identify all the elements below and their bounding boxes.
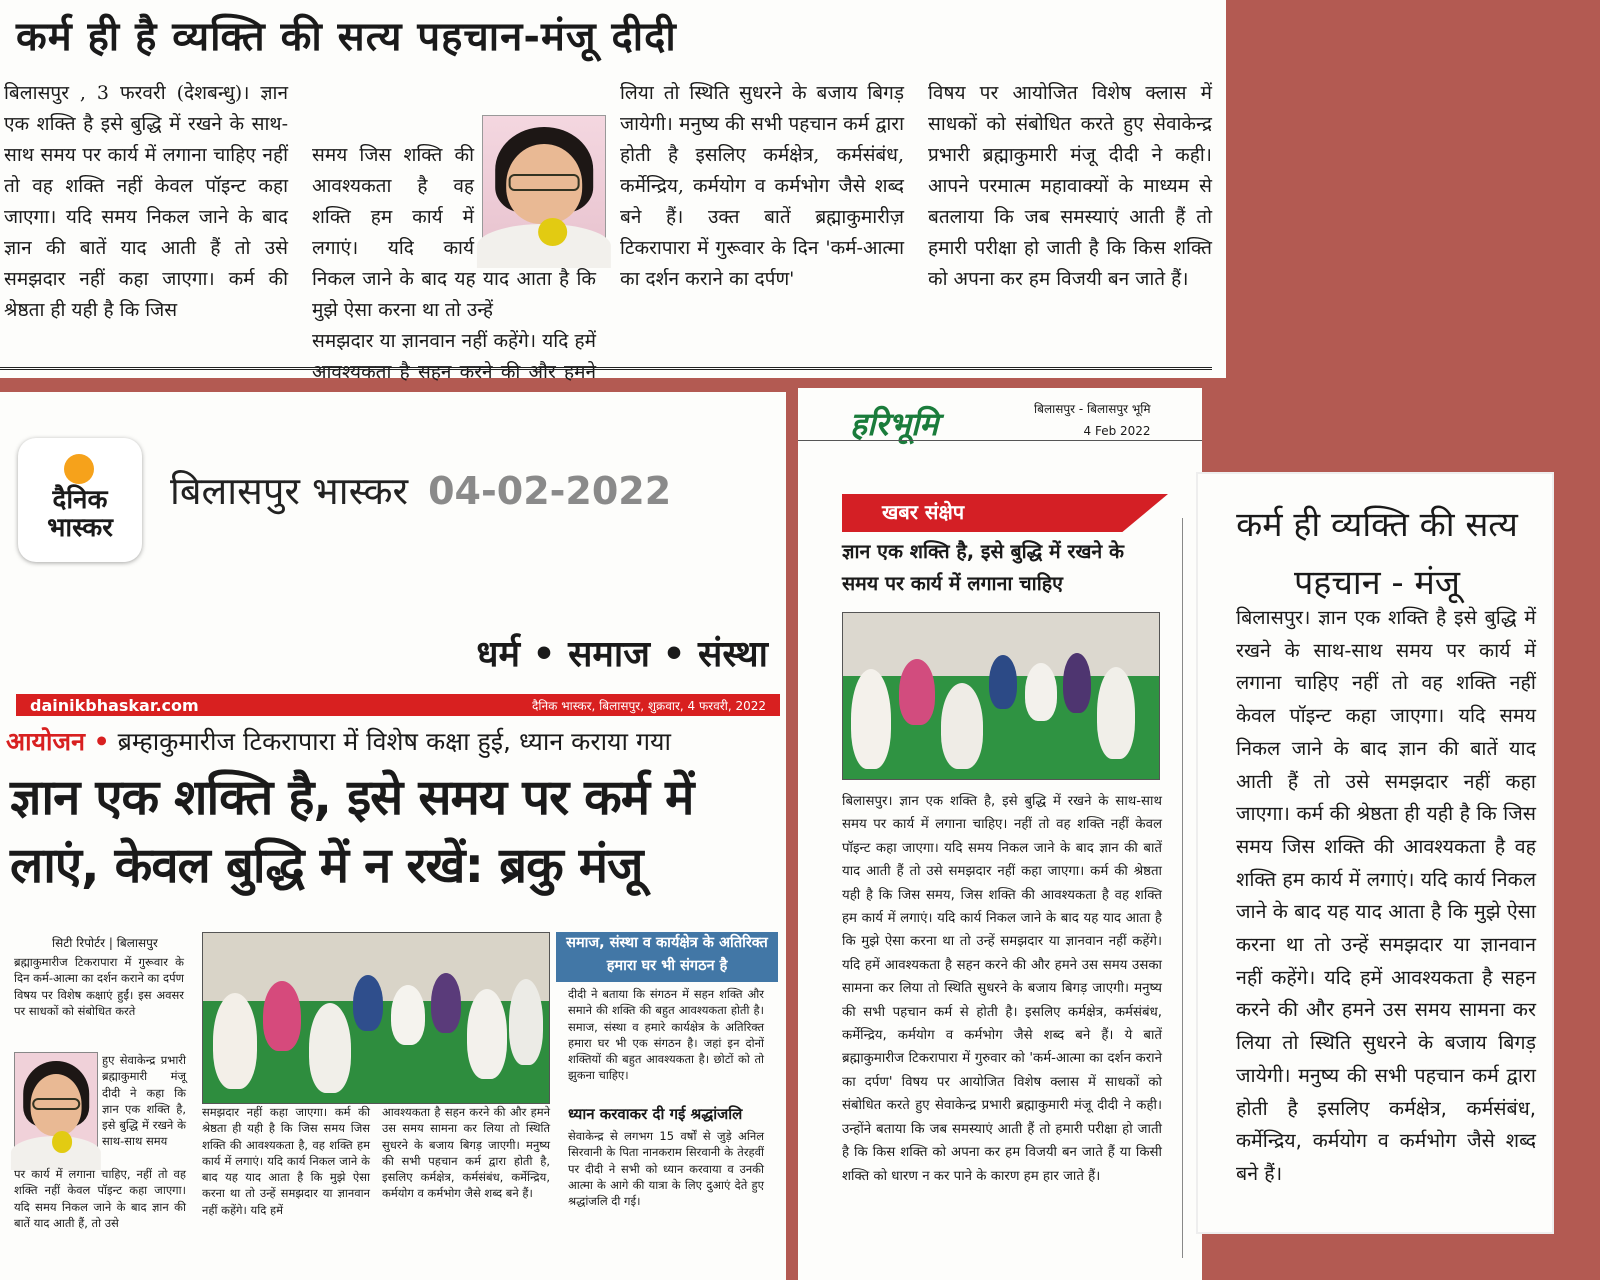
person [1063, 653, 1091, 713]
edition-name: बिलासपुर भास्कर [170, 469, 409, 513]
edition-label [170, 464, 671, 516]
logo-line-1: दैनिक [52, 485, 108, 515]
article-column-4: विषय पर आयोजित विशेष क्लास में साधकों को संबोधित करते हुए सेवाकेन्द्र प्रभारी ब्रह्माकुमारी मंजू दीदी ने कही। आपने परमात्म महावाक्यों के माध्यम से बतलाया कि जब समस्याएं आती हैं तो हमारी परीक्षा हो जाती है कि किस शक्ति को अपना कर हम विजयी बन जाते हैं। [928, 82, 1212, 290]
haribhoomi-clipping [798, 388, 1202, 1280]
right-clipping [1196, 472, 1554, 1234]
microphone-icon [538, 218, 567, 246]
body-column-1-side: हुए सेवाकेन्द्र प्रभारी ब्रह्माकुमारी मंजू दीदी ने कहा कि ज्ञान एक शक्ति है, इसे बुद्धि में रखने के साथ-साथ समय [102, 1053, 186, 1149]
person [213, 993, 257, 1089]
clipping-headline: कर्म ही है व्यक्ति की सत्य पहचान-मंजू दीदी [16, 14, 677, 60]
person [1025, 663, 1057, 721]
ribbon-label: खबर संक्षेप [882, 500, 965, 524]
edition-date: 04-02-2022 [428, 469, 672, 513]
right-clipping-body: बिलासपुर। ज्ञान एक शक्ति है इसे बुद्धि में रखने के साथ-साथ समय पर कार्य में लगाना चाहिए नहीं तो वह शक्ति नहीं केवल पॉइन्ट कहा जाएगा। यदि समय निकल जाने के बाद ज्ञान की बातें याद आती हैं तो उसे समझदार नहीं कहा जाएगा। कर्म की श्रेष्ठता ही यही है कि जिस समय जिस शक्ति की आवश्यकता है वह शक्ति हम कार्य में लगाएं। यदि कार्य निकल जाने के बाद यह याद आता है कि मुझे ऐसा करना था तो उन्हें समझदार या ज्ञानवान नहीं कहेंगे। यदि हमें आवश्यकता है सहन करने की और हमने उस समय सामना कर लिया तो स्थिति सुधरने के बजाय बिगड़ जायेगी। मनुष्य की सभी पहचान कर्म द्वारा होती है इसलिए कर्मक्षेत्र, कर्मसंबंध, कर्मेन्द्रिय, कर्मयोग व कर्मभोग जैसे शब्द बने हैं। [1236, 606, 1536, 1185]
person [309, 1003, 351, 1093]
bhaskar-clipping [0, 392, 786, 1280]
person [851, 669, 891, 769]
speaker-photo [482, 115, 606, 255]
section-title: धर्म • समाज • संस्था [476, 634, 768, 675]
person [391, 985, 425, 1045]
deshbandhu-clipping [0, 0, 1226, 383]
body-column-1-top: ब्रह्माकुमारीज टिकरापारा में गुरूवार के दिन कर्म-आत्मा का दर्शन कराने का दर्पण विषय पर विशेष कक्षाएं हुईं। इस अवसर पर साधकों को संबोधित करते [14, 955, 184, 1018]
sun-icon [64, 454, 94, 484]
haribhoomi-body: बिलासपुर। ज्ञान एक शक्ति है, इसे बुद्धि में रखने के साथ-साथ समय पर कार्य में लगाना चाहिए। नहीं तो वह शक्ति नहीं केवल पॉइन्ट कहा जाएगा। यदि समय निकल जाने के बाद ज्ञान की बातें याद आती हैं तो उसे समझदार नहीं कहा जाएगा। कर्म की श्रेष्ठता यही है कि जिस समय, जिस शक्ति की आवश्यकता है वह शक्ति हम कार्य में लगाएं। यदि कार्य निकल जाने के बाद यह याद आता है कि मुझे ऐसा करना था तो उन्हें समझदार या ज्ञानवान नहीं कहेंगे। यदि हमें आवश्यकता है सहन करने की और हमने उस समय उसका सामना कर लिया तो स्थिति सुधरने के बजाय बिगड़ जाएगी। मनुष्य की सभी पहचान कर्म से होती है। इसलिए कर्मक्षेत्र, कर्मसंबंध, कर्मेन्द्रिय, कर्मयोग व कर्मभोग जैसे शब्द बने हैं। ये बातें ब्रह्माकुमारीज टिकरापारा में गुरुवार को 'कर्म-आत्मा का दर्शन कराने का दर्पण' विषय पर आयोजित विशेष क्लास में साधकों को संबोधित करते हुए सेवाकेन्द्र प्रभारी ब्रह्माकुमारी मंजू दीदी ने कही। उन्होंने बताया कि जब समस्याएं आती हैं तो हमारी परीक्षा हो जाती है कि किस शक्ति को अपना कर हम विजयी बन जाते हैं या किसी शक्ति को धारण न कर पाने के कारण हम हार जाते हैं। [842, 794, 1162, 1184]
person [263, 981, 301, 1051]
microphone-icon [52, 1131, 72, 1152]
page-header-bar [16, 694, 780, 716]
sub-article-body: सेवाकेन्द्र से लगभग 15 वर्षों से जुड़े अनिल सिरवानी के पिता नानकराम सिरवानी के तेरहवीं पर दीदी ने सभी को ध्यान करवाया व उनकी आत्मा के आगे की यात्रा के लिए दुआएं देते हुए श्रद्धांजलि दी गई। [568, 1129, 764, 1209]
person [1097, 667, 1135, 759]
person [431, 973, 461, 1033]
kicker-tag: आयोजन • [6, 727, 110, 756]
main-headline: ज्ञान एक शक्ति है, इसे समय पर कर्म में लाएं, केवल बुद्धि में न रखें: ब्रकु मंजू [10, 769, 694, 894]
haribhoomi-masthead: हरिभूमि [850, 405, 939, 443]
person [941, 683, 983, 769]
logo-text [24, 486, 136, 542]
site-name: dainikbhaskar.com [30, 695, 199, 715]
group-photo [202, 932, 550, 1104]
haribhoomi-meta [1034, 398, 1151, 442]
person [989, 655, 1017, 709]
body-column-1-bottom: पर कार्य में लगाना चाहिए, नहीं तो वह शक्ति नहीं केवल पॉइन्ट कहा जाएगा। यदि समय निकल जाने के बाद ज्ञान की बातें याद आती हैं, तो उसे [14, 1167, 186, 1230]
person [353, 975, 383, 1031]
article-column-1: बिलासपुर , 3 फरवरी (देशबन्धु)। ज्ञान एक शक्ति है इसे बुद्धि में रखने के साथ-साथ समय पर कार्य में लगाना चाहिए नहीं तो वह शक्ति नहीं केवल पॉइन्ट कहा जाएगा। यदि समय निकल जाने के बाद ज्ञान की बातें याद आती हैं तो उसे समझदार नहीं कहा जाएगा। कर्म की श्रेष्ठता ही यही है कि जिस [4, 82, 288, 321]
haribhoomi-date: 4 Feb 2022 [1083, 424, 1151, 438]
haribhoomi-headline: ज्ञान एक शक्ति है, इसे बुद्धि में रखने के समय पर कार्य में लगाना चाहिए [842, 540, 1124, 595]
paper-meta: दैनिक भास्कर, बिलासपुर, शुक्रवार, 4 फरवरी, 2022 [532, 698, 766, 713]
kicker [6, 724, 671, 758]
article-column-2-text-a: समय जिस शक्ति की आवश्यकता है वह शक्ति हम कार्य में लगाएं। यदि कार्य निकल जाने के बाद यह याद आता है कि मुझे ऐसा करना था तो उन्हें [312, 144, 596, 321]
person [467, 989, 507, 1079]
photo-glasses [32, 1098, 80, 1111]
person [509, 979, 543, 1065]
body-column-2: समझदार नहीं कहा जाएगा। कर्म की श्रेष्ठता ही यही है कि जिस समय जिस शक्ति की आवश्यकता है, वह शक्ति हम कार्य में लगाएं। यदि कार्य निकल जाने के बाद यह याद आता है कि मुझे ऐसा करना था तो उन्हें समझदार या ज्ञानवान नहीं कहेंगे। यदि हमें [202, 1105, 370, 1217]
sidebar-heading-box: समाज, संस्था व कार्यक्षेत्र के अतिरिक्त हमारा घर भी संगठन है [556, 932, 778, 982]
haribhoomi-edition: बिलासपुर - बिलासपुर भूमि [1034, 402, 1151, 416]
masthead-rule [798, 440, 1202, 441]
sidebar-body: दीदी ने बताया कि संगठन में सहन शक्ति और समाने की शक्ति की बहुत आवश्यकता होती है। समाज, संस्था व हमारे कार्यक्षेत्र के अतिरिक्त हमारा घर भी एक संगठन है। जहां इन दोनों शक्तियों की बहुत आवश्यकता है। छोटों को तो झुकना चाहिए। [568, 987, 764, 1083]
bottom-rule [0, 367, 1212, 370]
article-column-3: लिया तो स्थिति सुधरने के बजाय बिगड़ जायेगी। मनुष्य की सभी पहचान कर्म द्वारा होती है इसलिए कर्मक्षेत्र, कर्मसंबंध, कर्मेन्द्रिय, कर्मयोग व कर्मभोग जैसे शब्द बने हैं। उक्त बातें ब्रह्माकुमारीज़ टिकरापारा में गुरूवार के दिन 'कर्म-आत्मा का दर्शन कराने का दर्पण' [620, 82, 904, 290]
kicker-text: ब्रम्हाकुमारीज टिकरापारा में विशेष कक्षा हुई, ध्यान कराया गया [117, 727, 672, 756]
logo-line-2: भास्कर [47, 513, 113, 543]
person [899, 659, 935, 725]
photo-glasses [509, 174, 580, 191]
group-photo [842, 612, 1160, 780]
right-clipping-headline: कर्म ही व्यक्ति की सत्य पहचान - मंजू [1236, 505, 1518, 603]
article-column-2-text-b: समझदार या ज्ञानवान नहीं कहेंगे। यदि हमें आवश्यकता है सहन करने की और हमने [312, 330, 596, 383]
column-rule [1182, 518, 1183, 1258]
bhaskar-logo [18, 438, 142, 562]
body-column-3: आवश्यकता है सहन करने की और हमने उस समय सामना कर लिया तो स्थिति सुधरने के बजाय बिगड़ जाएगी। मनुष्य की सभी पहचान कर्म द्वारा होती है, इसलिए कर्मक्षेत्र, कर्मसंबंध, कर्मेन्द्रिय, कर्मयोग व कर्मभोग जैसे शब्द बने हैं। [382, 1105, 550, 1201]
speaker-photo-small [14, 1052, 98, 1160]
byline: सिटी रिपोर्टर | बिलासपुर [52, 936, 158, 950]
sub-headline: ध्यान करवाकर दी गई श्रद्धांजलि [568, 1105, 743, 1123]
